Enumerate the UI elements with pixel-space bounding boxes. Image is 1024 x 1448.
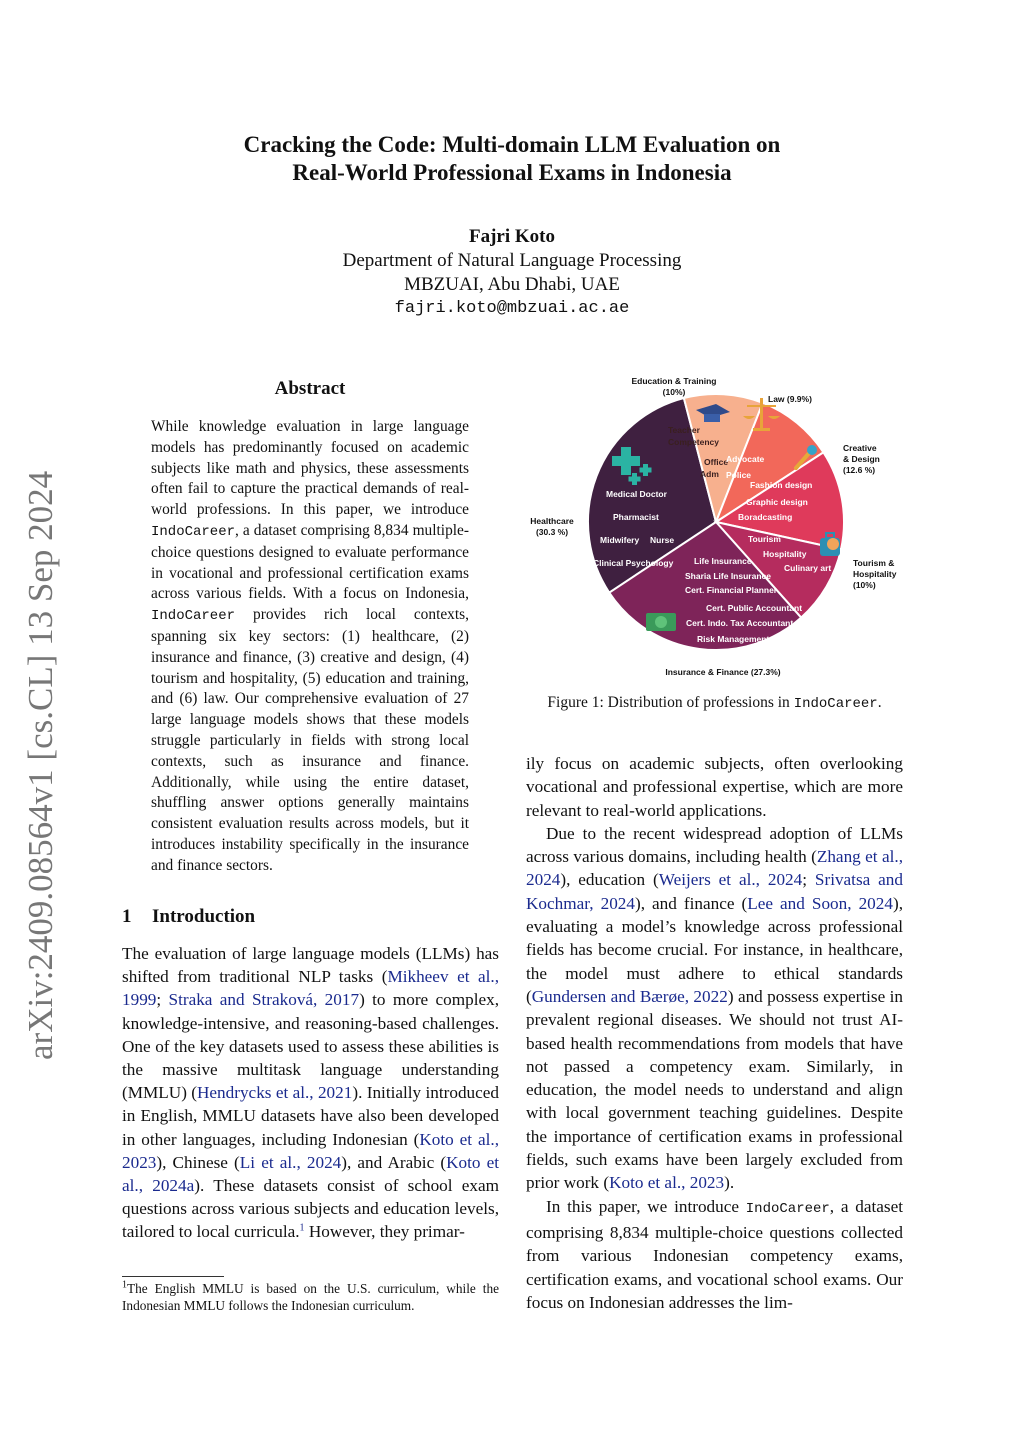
pie-category-label: (10%) bbox=[853, 580, 876, 590]
citation-link[interactable]: Hendrycks et al., 2021 bbox=[197, 1083, 353, 1103]
pie-profession-label: Fashion design bbox=[750, 480, 813, 490]
pie-profession-label: Graphic design bbox=[746, 497, 808, 507]
pie-profession-label: Advocate bbox=[726, 454, 765, 464]
pie-profession-label: CPMA bbox=[697, 649, 723, 659]
citation-link[interactable]: Koto et al., 2024a bbox=[122, 1152, 499, 1196]
pie-profession-label: Police bbox=[726, 470, 752, 480]
pie-profession-label: Clinical Psychology bbox=[593, 558, 674, 568]
abstract-heading: Abstract bbox=[274, 378, 346, 399]
author-name: Fajri Koto bbox=[468, 226, 555, 247]
intro-column-right bbox=[526, 752, 903, 1314]
pie-category-label: Creative bbox=[843, 443, 877, 453]
dataset-name: IndoCareer bbox=[745, 1200, 830, 1217]
pie-profession-label: Cert. Financial Planner bbox=[685, 585, 778, 595]
figure-caption: Figure 1: Distribution of professions in IndoCareer. bbox=[547, 694, 882, 712]
pie-profession-label: Pharmacist bbox=[613, 512, 659, 522]
pie-category-label: (12.6 %) bbox=[843, 465, 876, 475]
dataset-name: IndoCareer bbox=[151, 523, 236, 540]
affiliation-inst: MBZUAI, Abu Dhabi, UAE bbox=[404, 274, 620, 295]
pie-profession-label: Adm bbox=[700, 469, 719, 479]
pie-category-label: Education & Training bbox=[631, 376, 717, 386]
paragraph: Due to the recent widespread adoption of LLMs across various domains, including health (Zhang et al., 2024), education (Weijers et al., 2024; Srivatsa and Kochmar, 2024), and finance (Lee and Soon, 2024), evaluating a model’s knowledge across professional fields has become crucial. For instance, in healthcare, the model must adhere to ethical standards (Gundersen and Bærøe, 2022) and possess expertise in prevalent regional diseases. We should not trust AI-based health recommendations from models that have not passed a competency exam. Similarly, in education, the model needs to understand and align with local government teaching guidelines. Despite the importance of certification exams in professional fields, such exams have been largely excluded from prior work (Koto et al., 2023). bbox=[526, 823, 903, 1193]
pie-profession-label: Competency bbox=[668, 437, 720, 447]
citation-link[interactable]: Mikheev et al., 1999 bbox=[122, 967, 500, 1010]
pie-profession-label: Risk Management bbox=[697, 634, 770, 644]
citation-link[interactable]: Lee and Soon, 2024 bbox=[747, 893, 893, 913]
pie-profession-label: Medical Doctor bbox=[606, 489, 667, 499]
section-number: 1 bbox=[122, 906, 132, 927]
section-heading-introduction bbox=[122, 906, 255, 928]
pie-profession-label: Office bbox=[704, 457, 729, 467]
footnote-marker[interactable]: 1 bbox=[299, 1222, 305, 1234]
paragraph: ily focus on academic subjects, often overlooking vocational and professional expertise, which are more relevant to real-world applications. bbox=[526, 754, 903, 820]
citation-link[interactable]: Weijers et al., 2024 bbox=[658, 870, 803, 890]
footnote-divider bbox=[122, 1276, 224, 1277]
paragraph: In this paper, we introduce IndoCareer, a dataset comprising 8,834 multiple-choice questions collected from various Indonesian competency exams, certification exams, and vocational school exams. Our focus on Indonesian addresses the lim- bbox=[526, 1196, 903, 1312]
pie-profession-label: Sharia Life Insurance bbox=[685, 571, 771, 581]
citation-link[interactable]: Gundersen and Bærøe, 2022 bbox=[531, 986, 728, 1006]
section-title: Introduction bbox=[152, 906, 256, 927]
pie-category-label: Insurance & Finance (27.3%) bbox=[665, 667, 781, 677]
pie-category-label: (10%) bbox=[662, 387, 686, 397]
pie-profession-label: Cert. Public Accountant bbox=[706, 603, 803, 613]
pie-profession-label: Cert. Indo. Tax Accountant bbox=[686, 618, 794, 628]
affiliation-dept: Department of Natural Language Processing bbox=[342, 250, 682, 271]
citation-link[interactable]: Zhang et al., 2024 bbox=[526, 847, 903, 890]
footnote-number: 1 bbox=[122, 1279, 127, 1291]
abstract-body: While knowledge evaluation in large language models has predominantly focused on academic subjects like math and physics, these assessments often fail to capture the practical demands of real-world professions. In this paper, we introduce IndoCareer, a dataset comprising 8,834 multiple-choice questions designed to evaluate performance in vocational and professional certification exams across various fields. With a focus on Indonesia, IndoCareer provides rich local contexts, spanning six key sectors: (1) healthcare, (2) insurance and finance, (3) creative and design, (4) tourism and hospitality, (5) education and training, and (6) law. Our comprehensive evaluation of 27 large language models shows that these models struggle particularly in fields with strong local contexts, such as insurance and finance. Additionally, while using the entire dataset, shuffling answer options generally maintains consistent evaluation results across models, but it introduces instability specifically in the insurance and finance sectors. bbox=[151, 418, 469, 874]
citation-link[interactable]: Straka and Straková, 2017 bbox=[168, 990, 360, 1010]
dataset-name: IndoCareer bbox=[151, 608, 236, 625]
title-line-2: Real-World Professional Exams in Indonesia bbox=[292, 160, 732, 185]
author-email[interactable]: fajri.koto@mbzuai.ac.ae bbox=[394, 299, 630, 318]
arxiv-identifier: arXiv:2409.08564v1 [cs.CL] 13 Sep 2024 bbox=[21, 470, 60, 1060]
pie-profession-label: Hospitality bbox=[763, 549, 807, 559]
footnote-text: The English MMLU is based on the U.S. curriculum, while the Indonesian MMLU follows the Indonesian curriculum. bbox=[122, 1281, 499, 1313]
pie-profession-label: Teacher bbox=[668, 425, 700, 435]
profession-pie-chart bbox=[520, 372, 910, 684]
pie-profession-label: Boradcasting bbox=[738, 512, 793, 522]
pie-category-label: & Design bbox=[843, 454, 880, 464]
citation-link[interactable]: Li et al., 2024 bbox=[239, 1152, 342, 1172]
pie-profession-label: Midwifery bbox=[600, 535, 640, 545]
pie-profession-label: Tourism bbox=[748, 534, 781, 544]
dataset-name: IndoCareer bbox=[793, 696, 878, 712]
footnote bbox=[122, 1280, 499, 1314]
citation-link[interactable]: Koto et al., 2023 bbox=[122, 1129, 499, 1172]
pie-category-label: Hospitality bbox=[853, 569, 897, 579]
pie-category-label: Healthcare bbox=[530, 516, 574, 526]
title-line-1: Cracking the Code: Multi-domain LLM Evaluation on bbox=[243, 132, 781, 157]
citation-link[interactable]: Srivatsa and Kochmar, 2024 bbox=[526, 870, 903, 913]
citation-link[interactable]: Koto et al., 2023 bbox=[609, 1173, 725, 1193]
author-block bbox=[0, 225, 1024, 321]
intro-column-left: The evaluation of large language models (LLMs) has shifted from traditional NLP tasks (Mikheev et al., 1999; Straka and Straková, 2017) to more complex, knowledge-intensive, and reasoning-based challenges. One of the key datasets used to assess these abilities is the massive multitask language understanding (MMLU) (Hendrycks et al., 2021). Initially introduced in English, MMLU datasets have also been developed in other languages, including Indonesian (Koto et al., 2023), Chinese (Li et al., 2024), and Arabic (Koto et al., 2024a). These datasets consist of school exam questions across various subjects and education levels, tailored to local curricula.$^1$ However, they primar- bbox=[122, 944, 500, 1242]
pie-category-label: Tourism & bbox=[853, 558, 895, 568]
pie-category-label: (30.3 %) bbox=[535, 527, 569, 537]
pie-profession-label: Life Insurance bbox=[694, 556, 752, 566]
pie-category-label: Law (9.9%) bbox=[768, 394, 812, 404]
paper-title bbox=[0, 131, 1024, 187]
pie-profession-label: Culinary art bbox=[784, 563, 832, 573]
pie-profession-label: Nurse bbox=[650, 535, 675, 545]
money-euro-icon bbox=[646, 613, 676, 631]
